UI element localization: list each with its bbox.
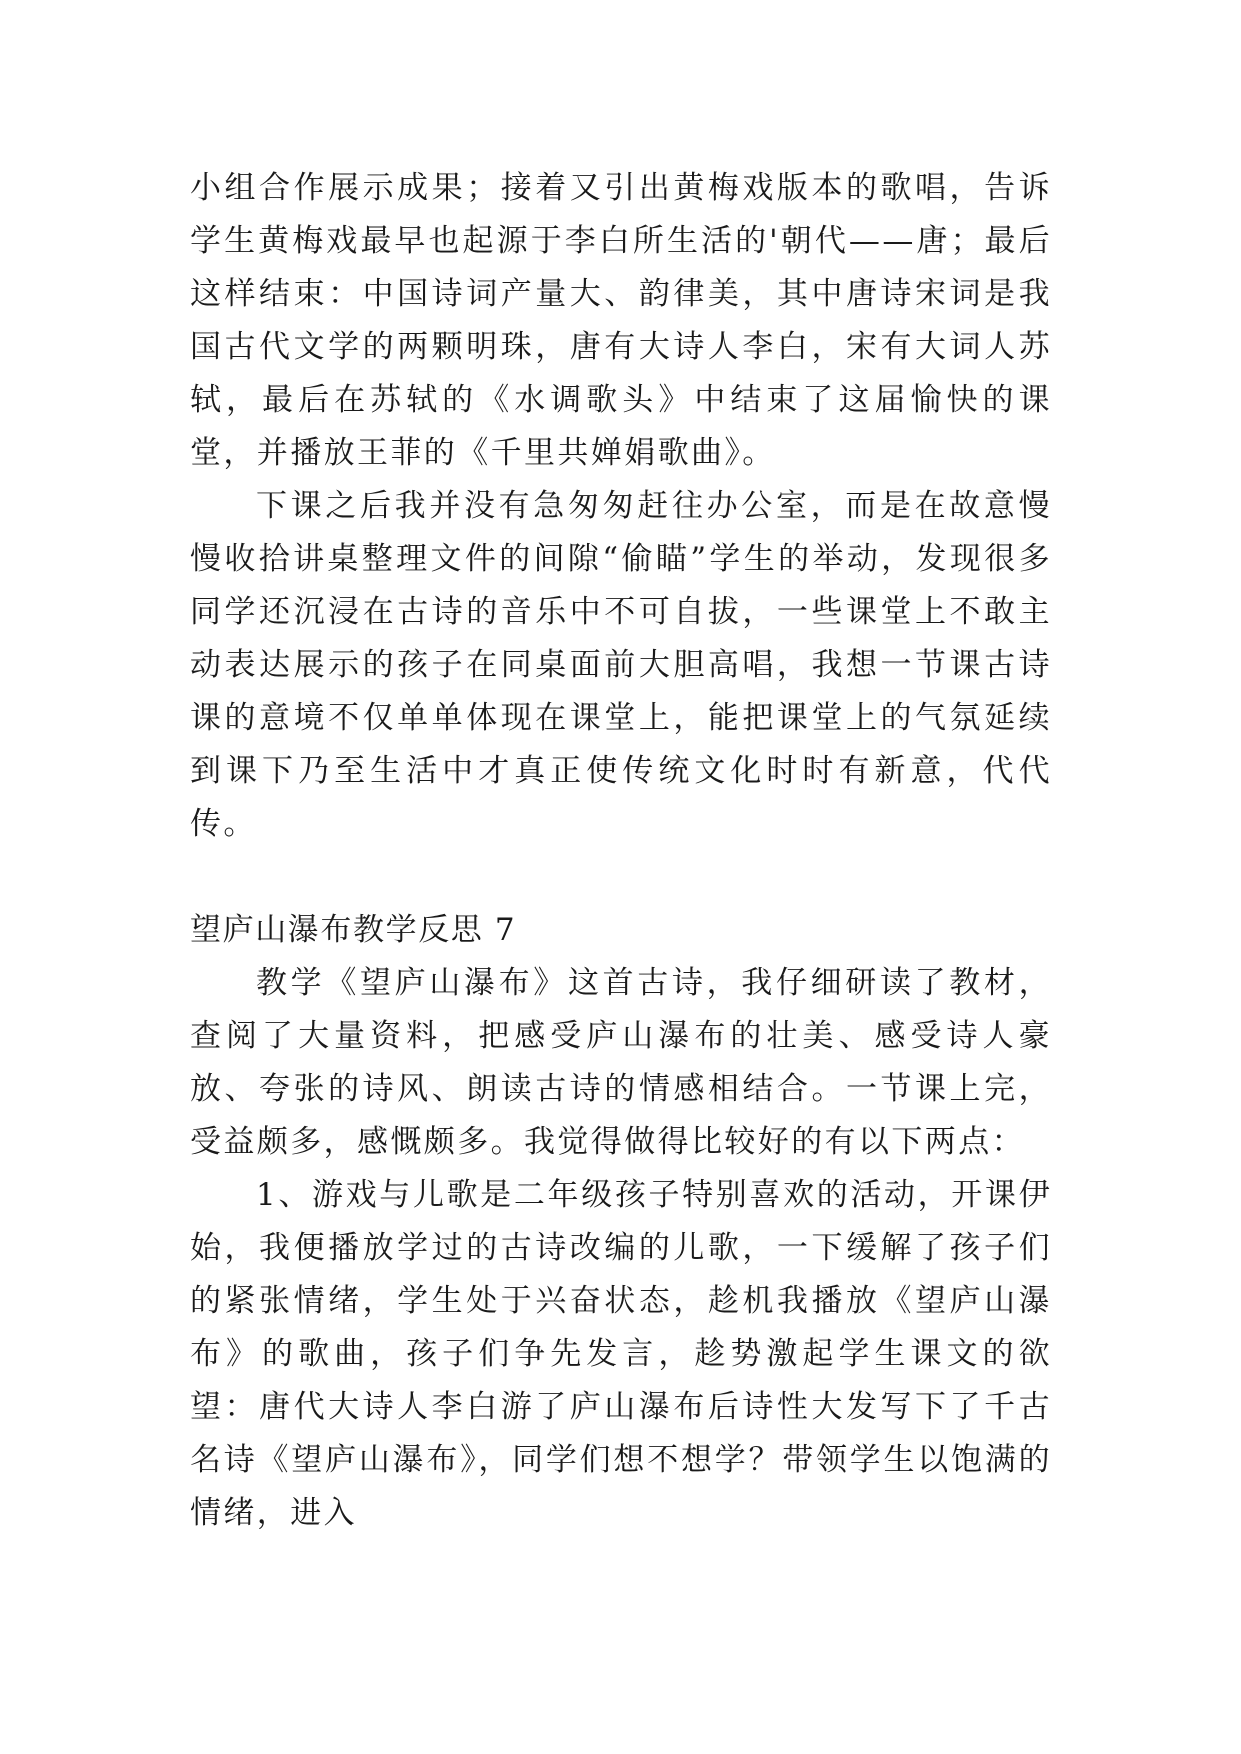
document-page [190, 162, 1052, 1540]
paragraph-point-1: 1、游戏与儿歌是二年级孩子特别喜欢的活动，开课伊始，我便播放学过的古诗改编的儿歌，一下缓解了孩子们的紧张情绪，学生处于兴奋状态，趁机我播放《望庐山瀑布》的歌曲，孩子们争先发言，趁势激起学生课文的欲望：唐代大诗人李白游了庐山瀑布后诗性大发写下了千古名诗《望庐山瀑布》，同学们想不想学？带领学生以饱满的情绪，进入 [190, 1177, 1052, 1531]
section-gap [190, 851, 1052, 904]
section-title: 望庐山瀑布教学反思 7 [190, 912, 517, 948]
paragraph-intro: 教学《望庐山瀑布》这首古诗，我仔细研读了教材，查阅了大量资料，把感受庐山瀑布的壮美、感受诗人豪放、夸张的诗风、朗读古诗的情感相结合。一节课上完，受益颇多，感慨颇多。我觉得做得比较好的有以下两点： [190, 965, 1052, 1160]
paragraph-continued: 小组合作展示成果；接着又引出黄梅戏版本的歌唱，告诉学生黄梅戏最早也起源于李白所生活的'朝代——唐；最后这样结束：中国诗词产量大、韵律美，其中唐诗宋词是我国古代文学的两颗明珠，唐有大诗人李白，宋有大词人苏轼，最后在苏轼的《水调歌头》中结束了这届愉快的课堂，并播放王菲的《千里共婵娟歌曲》。 [190, 170, 1052, 471]
paragraph-after-class: 下课之后我并没有急匆匆赶往办公室，而是在故意慢慢收拾讲桌整理文件的间隙“偷瞄”学生的举动，发现很多同学还沉浸在古诗的音乐中不可自拔，一些课堂上不敢主动表达展示的孩子在同桌面前大胆高唱，我想一节课古诗课的意境不仅单单体现在课堂上，能把课堂上的气氛延续到课下乃至生活中才真正使传统文化时时有新意，代代传。 [190, 488, 1052, 842]
